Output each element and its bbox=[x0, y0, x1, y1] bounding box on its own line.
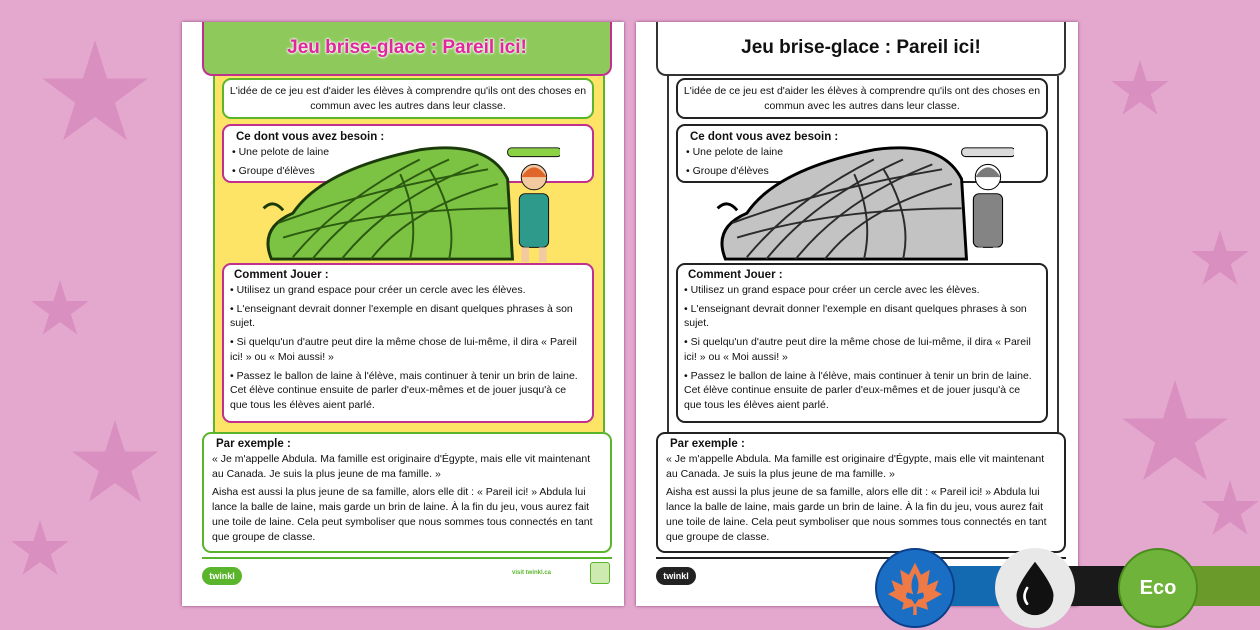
star-decoration bbox=[30, 280, 90, 340]
star-decoration bbox=[1190, 230, 1250, 290]
needs-item: • Groupe d'élèves bbox=[686, 164, 1038, 179]
girl-illustration bbox=[962, 148, 1014, 262]
needs-item: • Une pelote de laine bbox=[232, 145, 584, 160]
example-quote: « Je m'appelle Abdula. Ma famille est originaire d'Égypte, mais elle vit maintenant au Canada. Je suis la plus jeune de ma famille. » bbox=[666, 453, 1045, 480]
maple-leaf-fleur-de-lis-icon bbox=[886, 561, 944, 615]
girl-illustration bbox=[508, 148, 560, 262]
how-to-play-box bbox=[676, 263, 1048, 423]
how-item: • Passez le ballon de laine à l'élève, mais continuer à tenir un brin de laine. Cet élève continue ensuite de parler d'eux-mêmes et de jouer jusqu'à ce que tous les élèves aient parlé. bbox=[684, 369, 1040, 413]
footer-line bbox=[202, 557, 612, 559]
needs-heading: Ce dont vous avez besoin : bbox=[690, 131, 839, 143]
star-decoration bbox=[1120, 380, 1230, 490]
star-decoration bbox=[70, 420, 160, 510]
how-item: • Utilisez un grand espace pour créer un cercle avec les élèves. bbox=[230, 283, 586, 298]
worksheet-page-bw bbox=[636, 22, 1078, 606]
example-quote: « Je m'appelle Abdula. Ma famille est originaire d'Égypte, mais elle vit maintenant au Canada. Je suis la plus jeune de ma famille. » bbox=[212, 453, 591, 480]
how-item: • Passez le ballon de laine à l'élève, mais continuer à tenir un brin de laine. Cet élève continue ensuite de parler d'eux-mêmes et de jouer jusqu'à ce que tous les élèves aient parlé. bbox=[230, 369, 586, 413]
worksheet-page-color bbox=[182, 22, 624, 606]
how-item: • Si quelqu'un d'autre peut dire la même chose de lui-même, il dira « Pareil ici! » ou « Moi aussi! » bbox=[684, 335, 1040, 364]
how-heading: Comment Jouer : bbox=[234, 269, 329, 281]
eco-label: Eco bbox=[1139, 576, 1177, 599]
footer-line bbox=[656, 557, 1066, 559]
example-heading: Par exemple : bbox=[216, 438, 291, 450]
example-box bbox=[656, 432, 1066, 553]
how-item: • L'enseignant devrait donner l'exemple en disant quelques phrases à son sujet. bbox=[230, 302, 586, 331]
visit-link: visit twinkl.ca bbox=[512, 570, 552, 576]
star-decoration bbox=[1200, 480, 1260, 540]
star-decoration bbox=[1110, 60, 1170, 120]
title-banner bbox=[202, 22, 612, 76]
example-box bbox=[202, 432, 612, 553]
how-item: • Si quelqu'un d'autre peut dire la même chose de lui-même, il dira « Pareil ici! » ou « Moi aussi! » bbox=[230, 335, 586, 364]
example-text: Aisha est aussi la plus jeune de sa famille, alors elle dit : « Pareil ici! » Abdula lui lance la balle de laine, mais garde un brin de laine. À la fin du jeu, vous aurez fait une toile de laine. Cela peut symboliser que nous sommes tous connectés en tant que groupe de classe. bbox=[212, 486, 593, 543]
twinkl-logo: twinkl bbox=[202, 567, 242, 585]
intro-box: L'idée de ce jeu est d'aider les élèves à comprendre qu'ils ont des choses en commun avec les autres dans leur classe. bbox=[222, 78, 594, 119]
title-banner bbox=[656, 22, 1066, 76]
needs-item: • Une pelote de laine bbox=[686, 145, 1038, 160]
quality-seal-icon bbox=[590, 562, 610, 584]
quebec-badge bbox=[875, 548, 955, 628]
example-heading: Par exemple : bbox=[670, 438, 745, 450]
ink-badge bbox=[995, 548, 1075, 628]
worksheet-title: Jeu brise-glace : Pareil ici! bbox=[741, 37, 981, 58]
twinkl-logo: twinkl bbox=[656, 567, 696, 585]
eco-badge bbox=[1118, 548, 1198, 628]
how-item: • Utilisez un grand espace pour créer un cercle avec les élèves. bbox=[684, 283, 1040, 298]
how-heading: Comment Jouer : bbox=[688, 269, 783, 281]
example-text: Aisha est aussi la plus jeune de sa famille, alors elle dit : « Pareil ici! » Abdula lui lance la balle de laine, mais garde un brin de laine. À la fin du jeu, vous aurez fait une toile de laine. Cela peut symboliser que nous sommes tous connectés en tant que groupe de classe. bbox=[666, 486, 1047, 543]
ink-drop-icon bbox=[1013, 560, 1057, 616]
needs-heading: Ce dont vous avez besoin : bbox=[236, 131, 385, 143]
star-decoration bbox=[40, 40, 150, 150]
worksheet-title: Jeu brise-glace : Pareil ici! bbox=[287, 37, 527, 58]
yarn-ball-illustration bbox=[714, 140, 1014, 262]
how-to-play-box bbox=[222, 263, 594, 423]
yarn-ball-illustration bbox=[260, 140, 560, 262]
needs-item: • Groupe d'élèves bbox=[232, 164, 584, 179]
intro-box: L'idée de ce jeu est d'aider les élèves à comprendre qu'ils ont des choses en commun avec les autres dans leur classe. bbox=[676, 78, 1048, 119]
how-item: • L'enseignant devrait donner l'exemple en disant quelques phrases à son sujet. bbox=[684, 302, 1040, 331]
star-decoration bbox=[10, 520, 70, 580]
